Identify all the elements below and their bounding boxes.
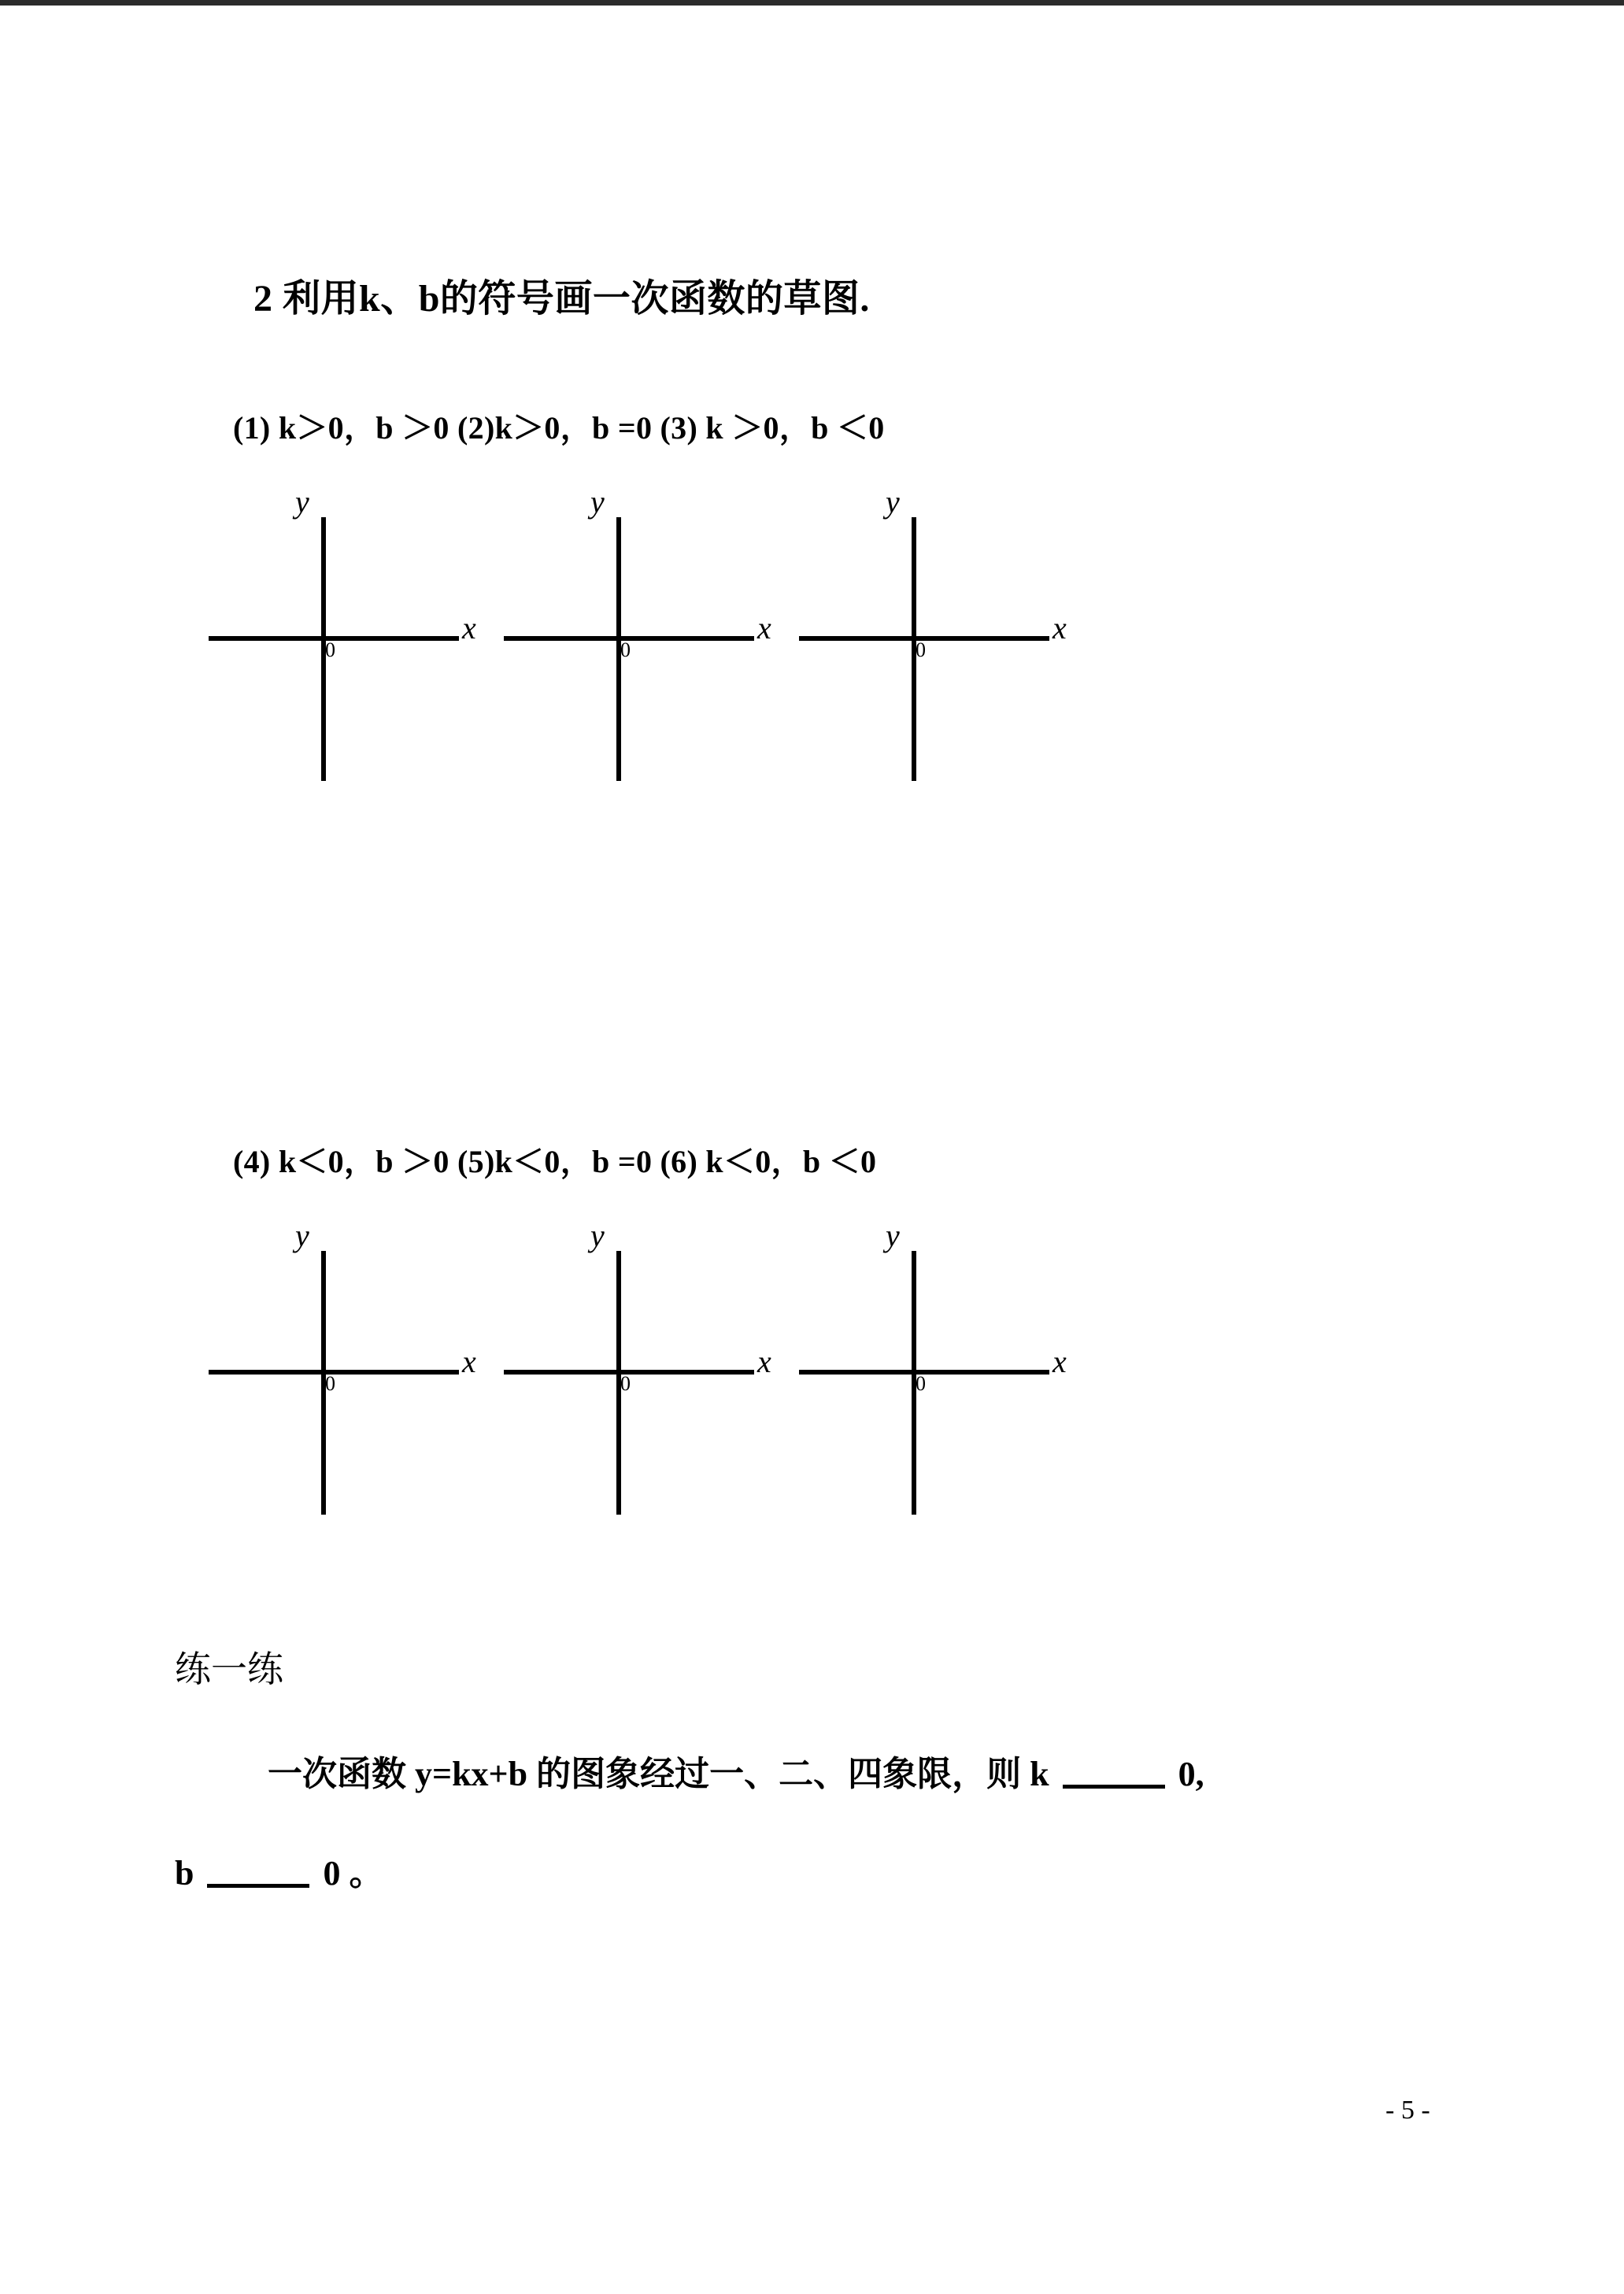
condition-row-2: (4) k＜0，b ＞0 (5)k＜0，b =0 (6) k＜0，b ＜0: [233, 1144, 877, 1179]
exercise-text-after-k-blank: 0,: [1178, 1755, 1204, 1793]
practice-heading: 练一练: [175, 1649, 283, 1689]
origin-label: 0: [620, 1372, 631, 1395]
origin-label: 0: [620, 638, 631, 661]
y-axis-label: y: [295, 1218, 309, 1253]
coordinate-axes-6: [799, 1214, 1098, 1545]
x-axis-label: x: [462, 1344, 476, 1379]
b-answer-blank[interactable]: [207, 1884, 309, 1888]
k-answer-blank[interactable]: [1063, 1785, 1165, 1789]
page-top-rule: [0, 0, 1624, 6]
x-axis-label: x: [462, 610, 476, 646]
coordinate-axes-4: [209, 1214, 508, 1545]
y-axis-label: y: [590, 484, 605, 520]
x-axis-label: x: [1052, 610, 1067, 646]
exercise-line-2: [175, 1856, 383, 1891]
coordinate-axes-5: [504, 1214, 803, 1545]
coordinate-axes-3: [799, 480, 1098, 811]
coordinate-axes-2: [504, 480, 803, 811]
x-axis-label: x: [1052, 1344, 1067, 1379]
y-axis-label: y: [886, 1218, 900, 1253]
y-axis-label: y: [886, 484, 900, 520]
exercise-text-after-b-blank: 0 。: [323, 1854, 384, 1893]
page-number: - 5 -: [1385, 2096, 1430, 2125]
origin-label: 0: [325, 638, 335, 661]
origin-label: 0: [325, 1372, 335, 1395]
x-axis-label: x: [757, 1344, 771, 1379]
condition-row-1: (1) k＞0，b ＞0 (2)k＞0，b =0 (3) k ＞0，b ＜0: [233, 410, 885, 446]
y-axis-label: y: [295, 484, 309, 520]
y-axis-label: y: [590, 1218, 605, 1253]
axes-row-2: [0, 1214, 1624, 1545]
exercise-text-before-k-blank: 一次函数 y=kx+b 的图象经过一、二、四象限，则 k: [268, 1755, 1049, 1793]
axes-row-1: [0, 480, 1624, 811]
section-title: 2 利用k、b的符号画一次函数的草图.: [253, 278, 870, 320]
x-axis-label: x: [757, 610, 771, 646]
origin-label: 0: [916, 1372, 926, 1395]
origin-label: 0: [916, 638, 926, 661]
coordinate-axes-1: [209, 480, 508, 811]
exercise-line-1: [268, 1757, 1204, 1792]
exercise-text-before-b-blank: b: [175, 1854, 194, 1893]
